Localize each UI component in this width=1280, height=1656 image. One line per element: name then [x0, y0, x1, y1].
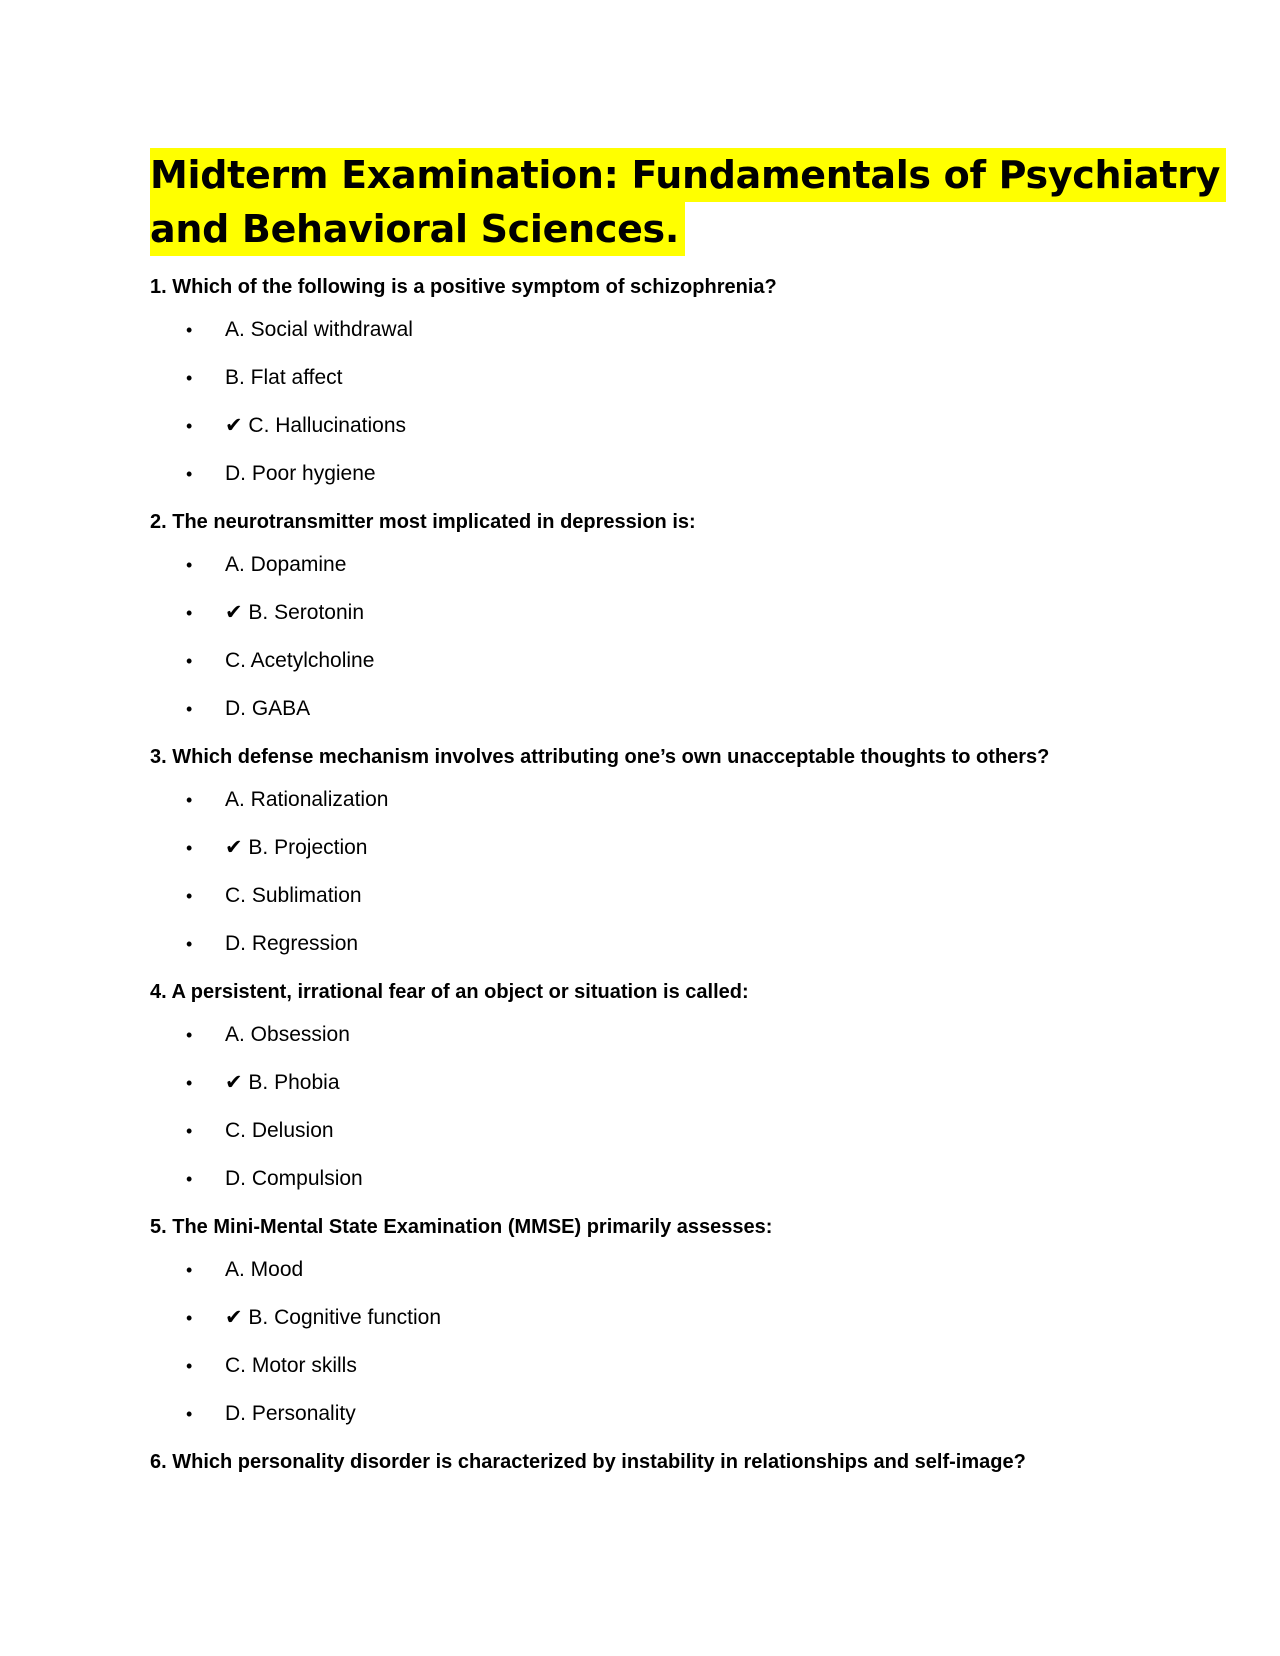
option-label: B. Flat affect — [225, 366, 343, 389]
option-item — [150, 646, 1150, 694]
option-label: D. Compulsion — [225, 1167, 363, 1190]
bullet-icon: • — [186, 555, 193, 575]
option-label: A. Social withdrawal — [225, 318, 413, 341]
option-label: A. Dopamine — [225, 553, 347, 576]
bullet-icon: • — [186, 790, 193, 810]
question-list — [150, 272, 1150, 1490]
question-3 — [150, 742, 1150, 977]
option-list — [150, 785, 1150, 977]
title-line-2: and Behavioral Sciences. — [150, 202, 685, 256]
bullet-icon: • — [186, 1073, 193, 1093]
option-label: ✔ C. Hallucinations — [225, 414, 407, 437]
option-label: D. Regression — [225, 932, 359, 955]
question-text: 2. The neurotransmitter most implicated in depression is: — [150, 511, 696, 533]
bullet-icon: • — [186, 1025, 193, 1045]
bullet-icon: • — [186, 838, 193, 858]
question-4 — [150, 977, 1150, 1212]
option-item — [150, 598, 1150, 646]
bullet-icon: • — [186, 886, 193, 906]
bullet-icon: • — [186, 416, 193, 436]
bullet-icon: • — [186, 464, 193, 484]
question-6 — [150, 1447, 1150, 1477]
option-label: D. Personality — [225, 1402, 356, 1425]
bullet-icon: • — [186, 1260, 193, 1280]
option-list — [150, 1255, 1150, 1447]
question-2 — [150, 507, 1150, 742]
bullet-icon: • — [186, 320, 193, 340]
question-text: 4. A persistent, irrational fear of an object or situation is called: — [150, 981, 749, 1003]
question-text: 1. Which of the following is a positive symptom of schizophrenia? — [150, 276, 777, 298]
option-item — [150, 1399, 1150, 1447]
option-label: C. Motor skills — [225, 1354, 357, 1377]
bullet-icon: • — [186, 699, 193, 719]
option-label: D. GABA — [225, 697, 311, 720]
option-item — [150, 315, 1150, 363]
option-label: C. Acetylcholine — [225, 649, 375, 672]
option-label: C. Delusion — [225, 1119, 334, 1142]
option-item — [150, 1164, 1150, 1212]
bullet-icon: • — [186, 1169, 193, 1189]
option-label: A. Obsession — [225, 1023, 350, 1046]
option-label: ✔ B. Projection — [225, 836, 368, 859]
document-title — [150, 148, 1221, 256]
bullet-icon: • — [186, 1356, 193, 1376]
option-item — [150, 1068, 1150, 1116]
bullet-icon: • — [186, 368, 193, 388]
question-1 — [150, 272, 1150, 507]
bullet-icon: • — [186, 603, 193, 623]
option-item — [150, 363, 1150, 411]
option-item — [150, 833, 1150, 881]
option-label: A. Mood — [225, 1258, 304, 1281]
option-list — [150, 1020, 1150, 1212]
option-item — [150, 1255, 1150, 1303]
option-item — [150, 694, 1150, 742]
option-list — [150, 315, 1150, 507]
option-item — [150, 1116, 1150, 1164]
question-text: 5. The Mini-Mental State Examination (MMSE) primarily assesses: — [150, 1216, 773, 1238]
option-label: ✔ B. Serotonin — [225, 601, 365, 624]
option-label: C. Sublimation — [225, 884, 362, 907]
bullet-icon: • — [186, 1404, 193, 1424]
option-label: A. Rationalization — [225, 788, 389, 811]
option-item — [150, 881, 1150, 929]
bullet-icon: • — [186, 1121, 193, 1141]
option-item — [150, 1020, 1150, 1068]
question-text: 6. Which personality disorder is characterized by instability in relationships and self-image? — [150, 1451, 1026, 1473]
question-5 — [150, 1212, 1150, 1447]
question-text: 3. Which defense mechanism involves attributing one’s own unacceptable thoughts to others? — [150, 746, 1050, 768]
option-item — [150, 411, 1150, 459]
bullet-icon: • — [186, 651, 193, 671]
option-label: ✔ B. Cognitive function — [225, 1306, 442, 1329]
bullet-icon: • — [186, 1308, 193, 1328]
bullet-icon: • — [186, 934, 193, 954]
option-item — [150, 1351, 1150, 1399]
option-label: D. Poor hygiene — [225, 462, 376, 485]
option-item — [150, 459, 1150, 507]
option-item — [150, 1303, 1150, 1351]
option-label: ✔ B. Phobia — [225, 1071, 340, 1094]
title-line-1: Midterm Examination: Fundamentals of Psychiatry — [150, 148, 1226, 202]
option-item — [150, 929, 1150, 977]
option-list — [150, 550, 1150, 742]
option-item — [150, 550, 1150, 598]
option-item — [150, 785, 1150, 833]
